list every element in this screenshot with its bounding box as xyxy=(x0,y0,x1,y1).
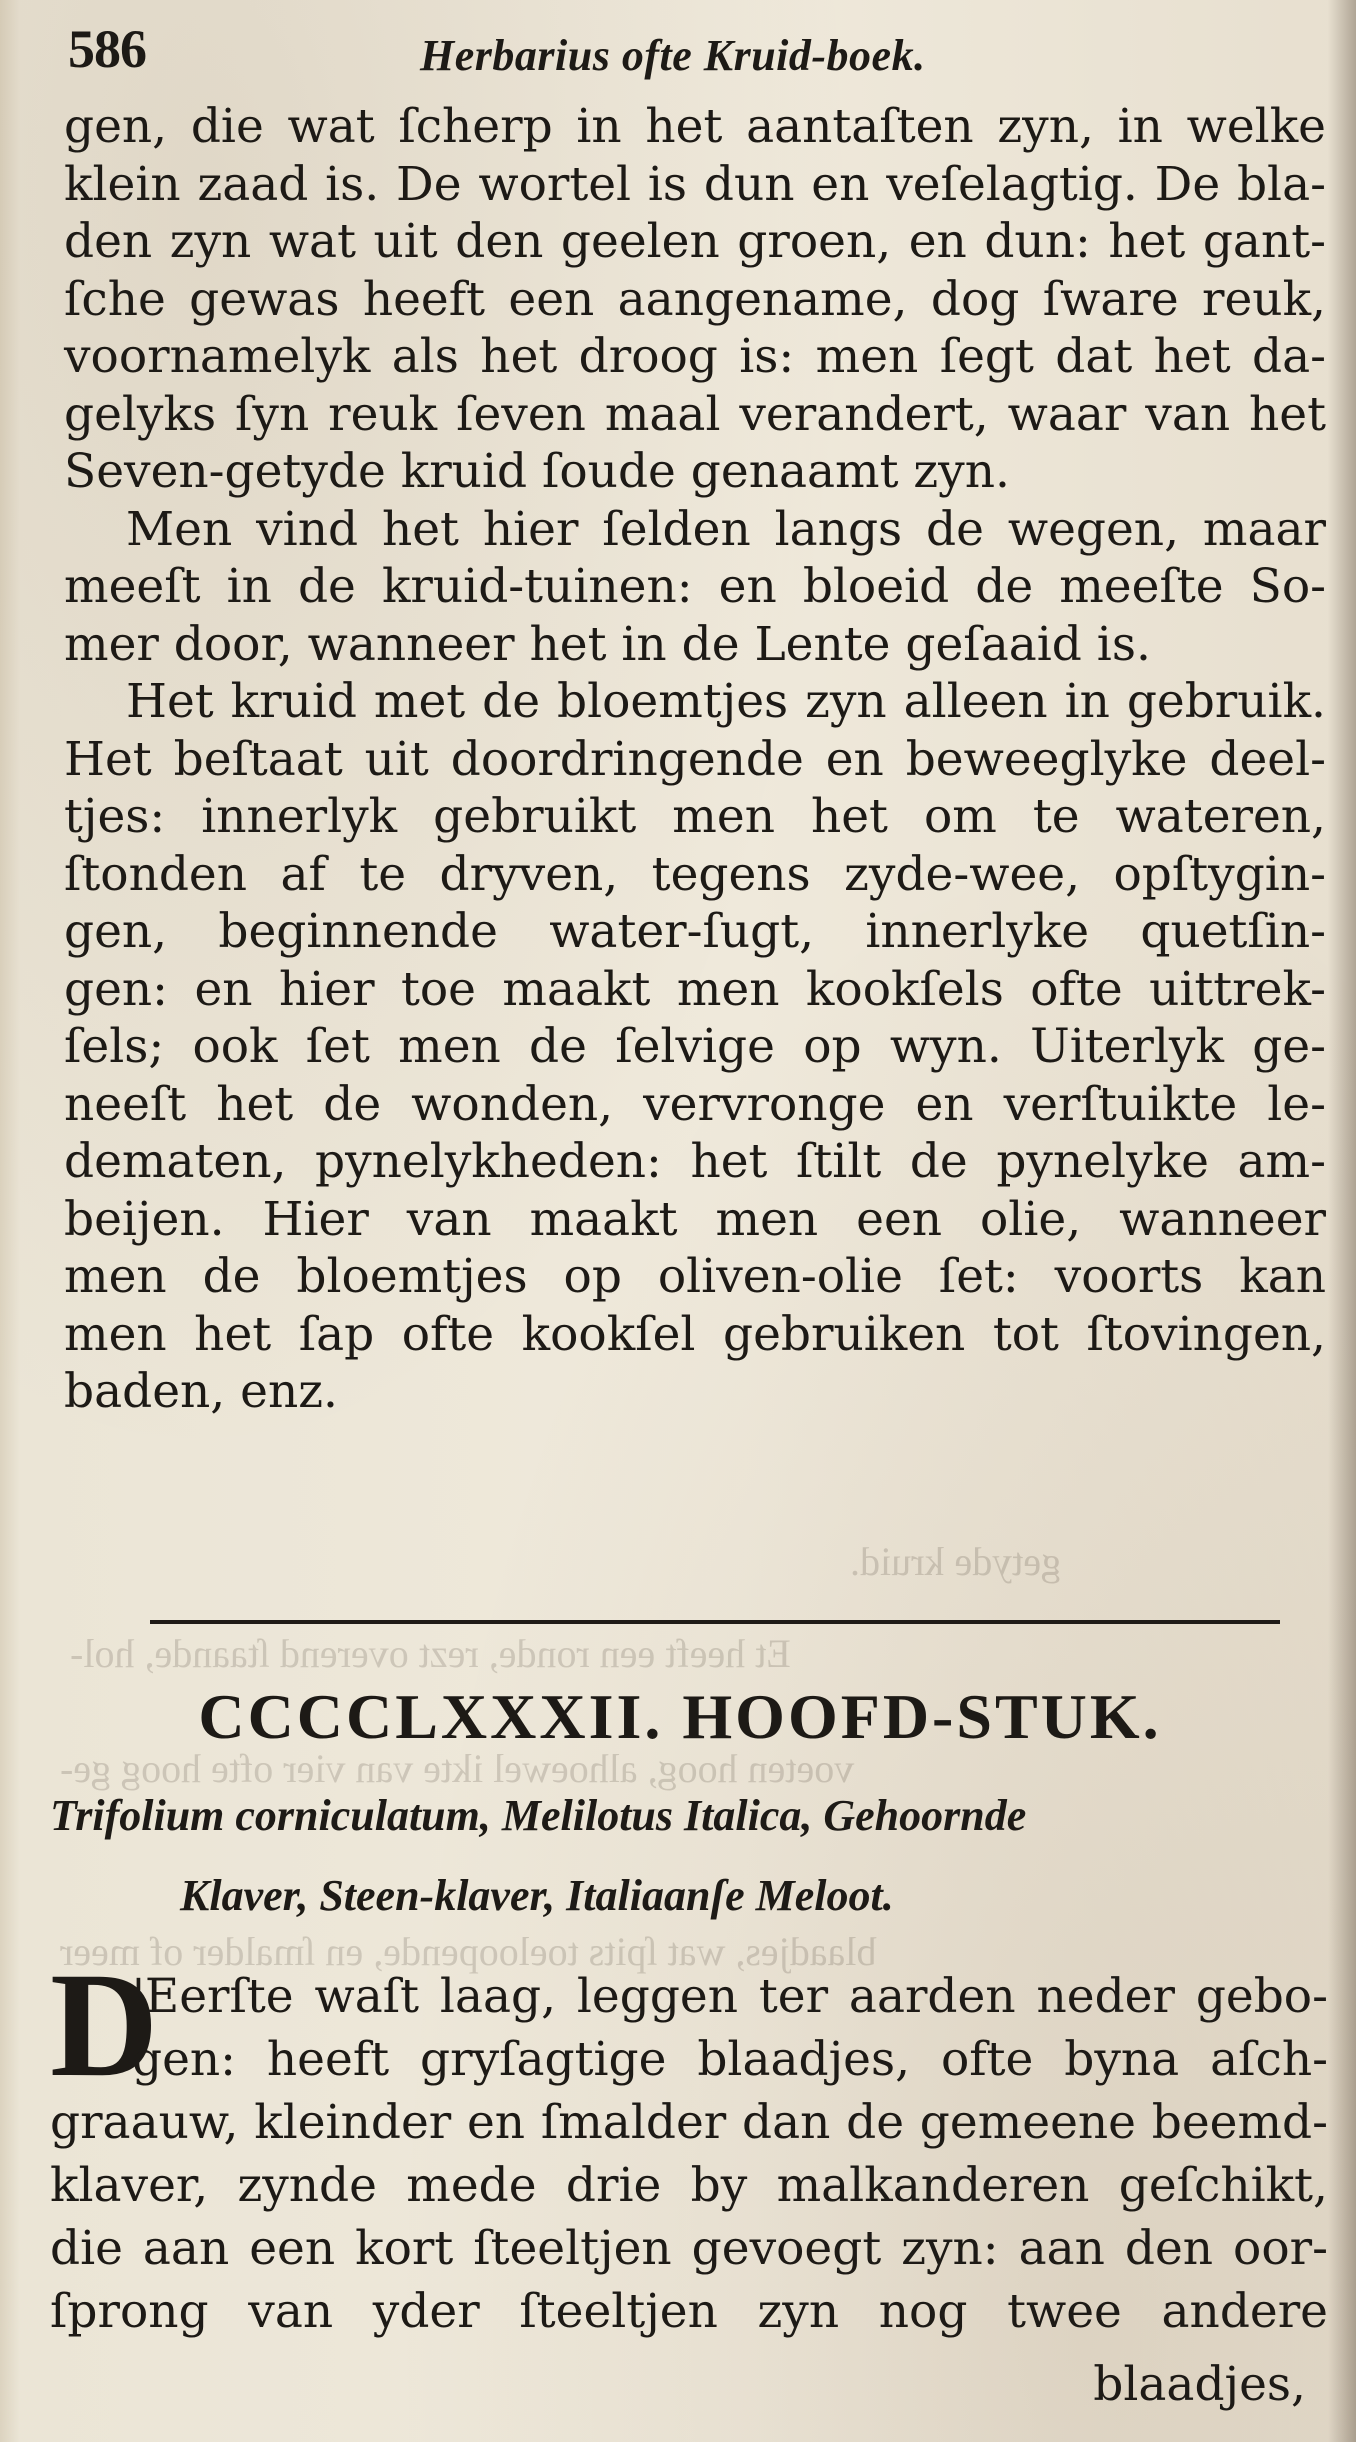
page-header xyxy=(68,18,1288,88)
text-line: gen: en hier toe maakt men kookſels ofte uittrek- xyxy=(64,961,1326,1017)
text-line: Het beſtaat uit doordringende en beweeglyke deel- xyxy=(64,731,1326,787)
text-line: den zyn wat uit den geelen groen, en dun: het gant- xyxy=(64,214,1326,269)
bleed-through-text: Et heeft een ronde, rezt overend ſtaande, hol- xyxy=(70,1631,791,1676)
text-line: gen: heeft gryſagtige blaadjes, ofte byna aſch- xyxy=(132,2032,1328,2087)
text-line: neeſt het de wonden, vervronge en verſtuikte le- xyxy=(64,1076,1326,1132)
text-line: gen, beginnende water-ſugt, innerlyke quetſin- xyxy=(64,904,1326,959)
text-line: klein zaad is. De wortel is dun en veſelagtig. De bla- xyxy=(64,156,1326,212)
text-line: men de bloemtjes op oliven-olie ſet: voorts kan xyxy=(64,1249,1326,1304)
text-line: Het kruid met de bloemtjes zyn alleen in gebruik. xyxy=(126,674,1326,729)
page-number: 586 xyxy=(68,19,146,79)
chapter-text xyxy=(50,1965,1328,2343)
text-line: ſprong van yder ſteeltjen zyn nog twee andere xyxy=(50,2284,1328,2339)
body-text xyxy=(64,98,1326,1421)
chapter-subtitle: Trifolium corniculatum, Melilotus Italica, Gehoornde xyxy=(50,1791,1027,1840)
text-line: Seven-getyde kruid ſoude genaamt zyn. xyxy=(64,444,1010,499)
bleed-through-text: getyde kruid. xyxy=(850,1539,1062,1584)
text-line: gelyks ſyn reuk ſeven maal verandert, waar van het xyxy=(64,386,1326,442)
text-line: men het ſap ofte kookſel gebruiken tot ſtovingen, xyxy=(64,1306,1326,1362)
section-divider xyxy=(150,1620,1280,1624)
drop-cap: D xyxy=(50,1942,159,2108)
text-line: klaver, zynde mede drie by malkanderen geſchikt, xyxy=(50,2158,1328,2213)
catchword: blaadjes, xyxy=(1093,2357,1306,2412)
text-line: beijen. Hier van maakt men een olie, wanneer xyxy=(64,1191,1326,1247)
text-line: mer door, wanneer het in de Lente geſaaid is. xyxy=(64,616,1151,672)
chapter-subtitle: Klaver, Steen-klaver, Italiaanſe Meloot. xyxy=(180,1871,894,1920)
text-line: ſels; ook ſet men de ſelvige op wyn. Uiterlyk ge- xyxy=(64,1019,1326,1074)
text-line: 'Eerſte waſt laag, leggen ter aarden neder gebo- xyxy=(132,1969,1328,2024)
text-line: dematen, pynelykheden: het ſtilt de pynelyke am- xyxy=(64,1134,1326,1189)
text-line: graauw, kleinder en ſmalder dan de gemeene beemd- xyxy=(50,2095,1328,2150)
text-line: Men vind het hier ſelden langs de wegen, maar xyxy=(126,501,1326,557)
text-line: voornamelyk als het droog is: men ſegt dat het da- xyxy=(64,329,1326,384)
text-line: baden, enz. xyxy=(64,1364,338,1419)
bleed-through-text: voeten hoog, alhoewel ikte van vier ofte hoog ge- xyxy=(60,1746,855,1791)
text-line: die aan een kort ſteeltjen gevoegt zyn: aan den oor- xyxy=(50,2221,1328,2276)
running-title: Herbarius ofte Kruid-boek. xyxy=(420,31,926,80)
spine-shadow xyxy=(1328,0,1356,2442)
text-line: meeſt in de kruid-tuinen: en bloeid de meeſte So- xyxy=(64,559,1326,614)
chapter-heading: CCCCLXXXII. HOOFD-STUK. xyxy=(198,1681,1162,1752)
text-line: ſtonden af te dryven, tegens zyde-wee, opſtygin- xyxy=(64,846,1326,902)
text-line: ſche gewas heeft een aangename, dog ſware reuk, xyxy=(64,271,1326,327)
text-line: gen, die wat ſcherp in het aantaſten zyn, in welke xyxy=(64,99,1326,154)
bleed-through-text: blaadjes, wat ſpits toeloopende, en ſmalder of meer xyxy=(60,1929,877,1974)
text-line: tjes: innerlyk gebruikt men het om te wateren, xyxy=(64,789,1326,844)
